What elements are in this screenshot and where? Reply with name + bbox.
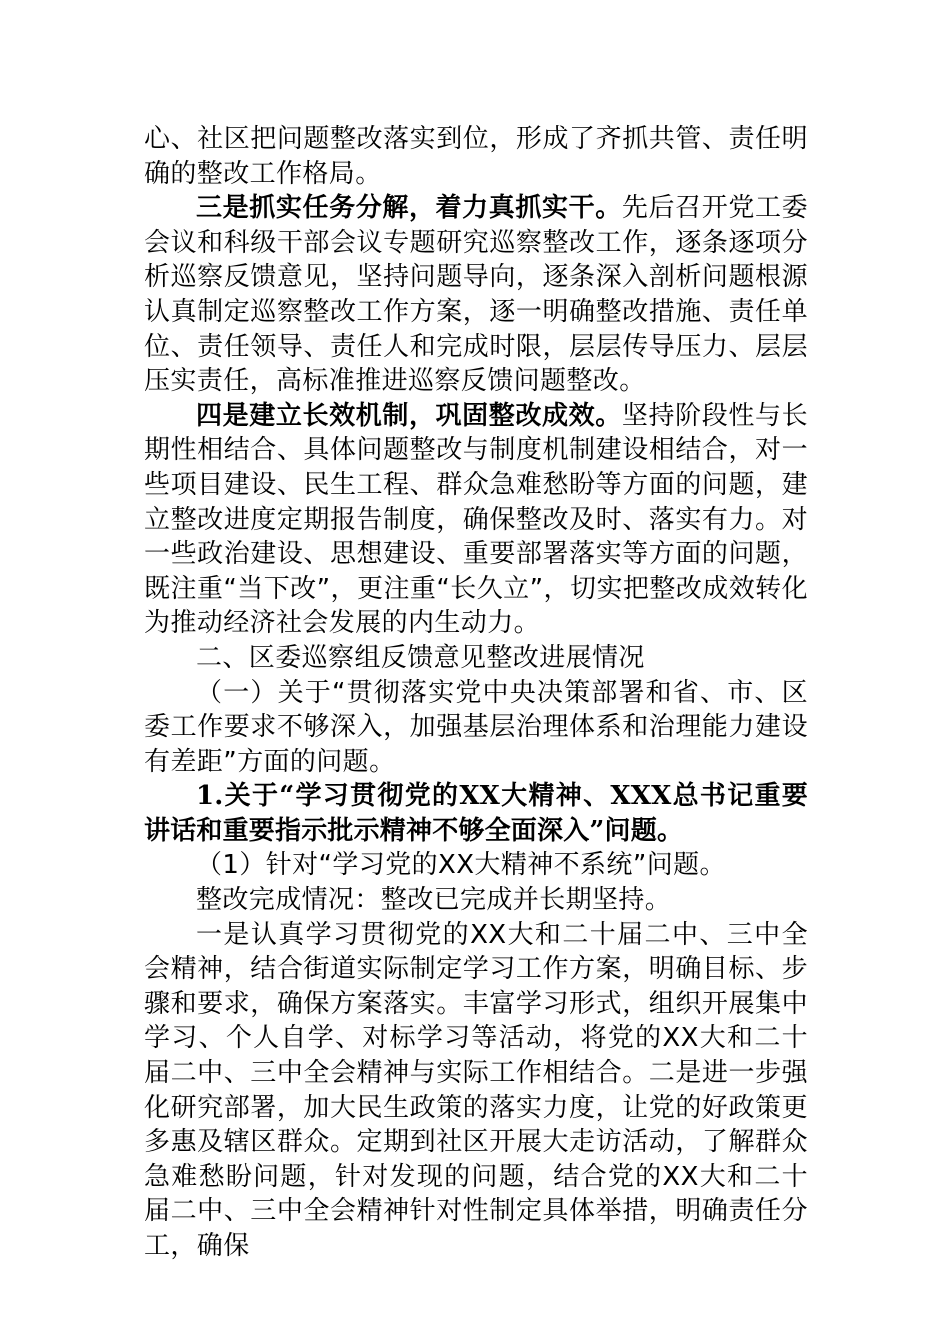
paragraph-lead: 四是建立长效机制，巩固整改成效。 bbox=[196, 400, 622, 431]
section-heading bbox=[144, 641, 808, 676]
paragraph-text: （一）关于“贯彻落实党中央决策部署和省、市、区委工作要求不够深入，加强基层治理体系和治理能力建设有差距”方面的问题。 bbox=[144, 677, 808, 777]
paragraph-text: （1）针对“学习党的XX大精神不系统”问题。 bbox=[196, 850, 726, 881]
completion-status bbox=[144, 883, 808, 918]
paragraph-task-breakdown bbox=[144, 191, 808, 399]
paragraph-long-term-mechanism bbox=[144, 399, 808, 641]
document-page bbox=[144, 122, 808, 1264]
sub-item-heading bbox=[144, 848, 808, 883]
paragraph-text: 二、区委巡察组反馈意见整改进展情况 bbox=[196, 642, 645, 673]
paragraph-text: 心、社区把问题整改落实到位，形成了齐抓共管、责任明确的整改工作格局。 bbox=[144, 124, 808, 189]
paragraph-continuation bbox=[144, 122, 808, 191]
paragraph-text: 一是认真学习贯彻党的XX大和二十届二中、三中全会精神，结合街道实际制定学习工作方案，明确目标、步骤和要求，确保方案落实。丰富学习形式，组织开展集中学习、个人自学、对标学习等活动，将党的XX大和二十届二中、三中全会精神与实际工作相结合。二是进一步强化研究部署，加大民生政策的落实力度，让党的好政策更多惠及辖区群众。定期到社区开展大走访活动，了解群众急难愁盼问题，针对发现的问题，结合党的XX大和二十届二中、三中全会精神针对性制定具体举措，明确责任分工，确保 bbox=[144, 919, 808, 1261]
subsection-heading bbox=[144, 676, 808, 780]
paragraph-lead: 三是抓实任务分解，着力真抓实干。 bbox=[196, 193, 622, 224]
paragraph-text: 先后召开党工委会议和科级干部会议专题研究巡察整改工作，逐条逐项分析巡察反馈意见，坚持问题导向，逐条深入剖析问题根源认真制定巡察整改工作方案，逐一明确整改措施、责任单位、责任领导、责任人和完成时限，层层传导压力、层层压实责任，高标准推进巡察反馈问题整改。 bbox=[144, 193, 808, 397]
paragraph-lead: 1.关于“学习贯彻党的XX大精神、XXX总书记重要讲话和重要指示批示精神不够全面深入”问题。 bbox=[144, 781, 808, 846]
item-heading bbox=[144, 779, 808, 848]
paragraph-measures bbox=[144, 918, 808, 1264]
paragraph-text: 整改完成情况：整改已完成并长期坚持。 bbox=[196, 885, 672, 916]
paragraph-text: 坚持阶段性与长期性相结合、具体问题整改与制度机制建设相结合，对一些项目建设、民生工程、群众急难愁盼等方面的问题，建立整改进度定期报告制度，确保整改及时、落实有力。对一些政治建设、思想建设、重要部署落实等方面的问题，既注重“当下改”，更注重“长久立”，切实把整改成效转化为推动经济社会发展的内生动力。 bbox=[144, 400, 808, 639]
